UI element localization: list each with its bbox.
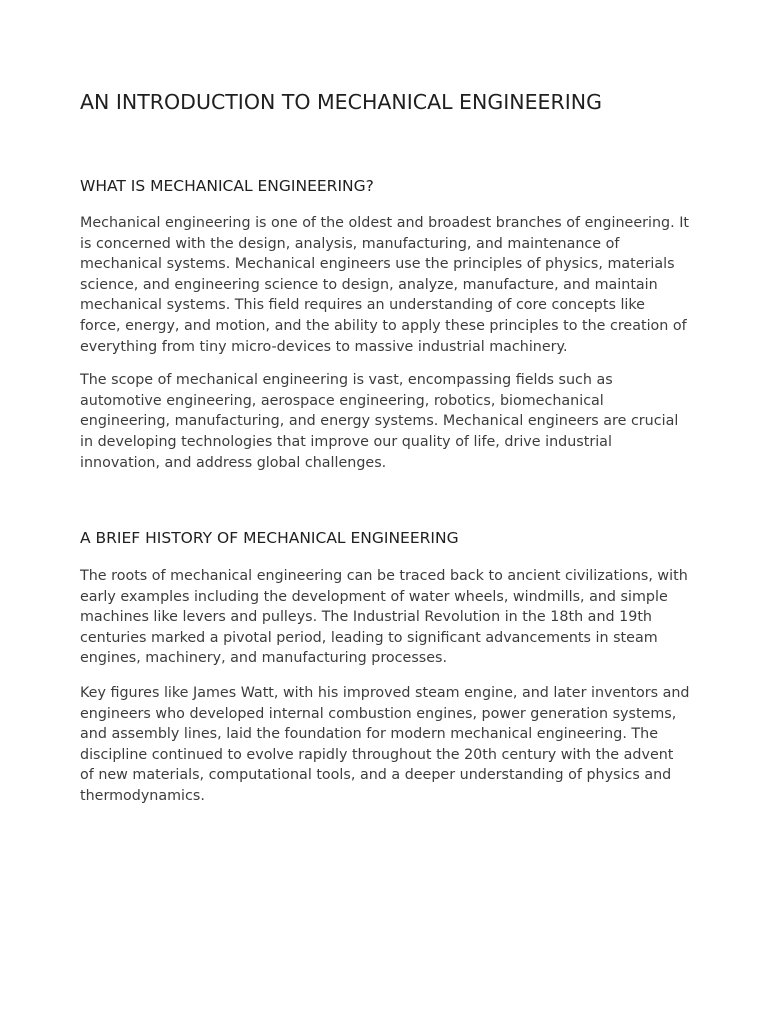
section-what-is-mechanical-engineering	[80, 175, 690, 473]
paragraph: The roots of mechanical engineering can be traced back to ancient civilizations, with early examples including the development of water wheels, windmills, and simple machines like levers and pulleys. The Industrial Revolution in the 18th and 19th centuries marked a pivotal period, leading to significant advancements in steam engines, machinery, and manufacturing processes.	[80, 568, 688, 667]
paragraph: Key figures like James Watt, with his improved steam engine, and later inventors and engineers who developed internal combustion engines, power generation systems, and assembly lines, laid the foundation for modern mechanical engineering. The discipline continued to evolve rapidly throughout the 20th century with the advent of new materials, computational tools, and a deeper understanding of physics and thermodynamics.	[80, 684, 690, 804]
section-heading: WHAT IS MECHANICAL ENGINEERING?	[80, 177, 374, 195]
section-brief-history	[80, 527, 690, 807]
document-title: AN INTRODUCTION TO MECHANICAL ENGINEERING	[80, 90, 603, 114]
document-page	[80, 0, 690, 804]
paragraph: The scope of mechanical engineering is vast, encompassing fields such as automotive engineering, aerospace engineering, robotics, biomechanical engineering, manufacturing, and energy systems. Mechanical engineers are crucial in developing technologies that improve our quality of life, drive industrial innovation, and address global challenges.	[80, 372, 679, 471]
section-heading: A BRIEF HISTORY OF MECHANICAL ENGINEERING	[80, 529, 459, 547]
paragraph: Mechanical engineering is one of the oldest and broadest branches of engineering. It is concerned with the design, analysis, manufacturing, and maintenance of mechanical systems. Mechanical engineers use the principles of physics, materials science, and engineering science to design, analyze, manufacture, and maintain mechanical systems. This field requires an understanding of core concepts like force, energy, and motion, and the ability to apply these principles to the creation of everything from tiny micro-devices to massive industrial machinery.	[80, 215, 690, 355]
